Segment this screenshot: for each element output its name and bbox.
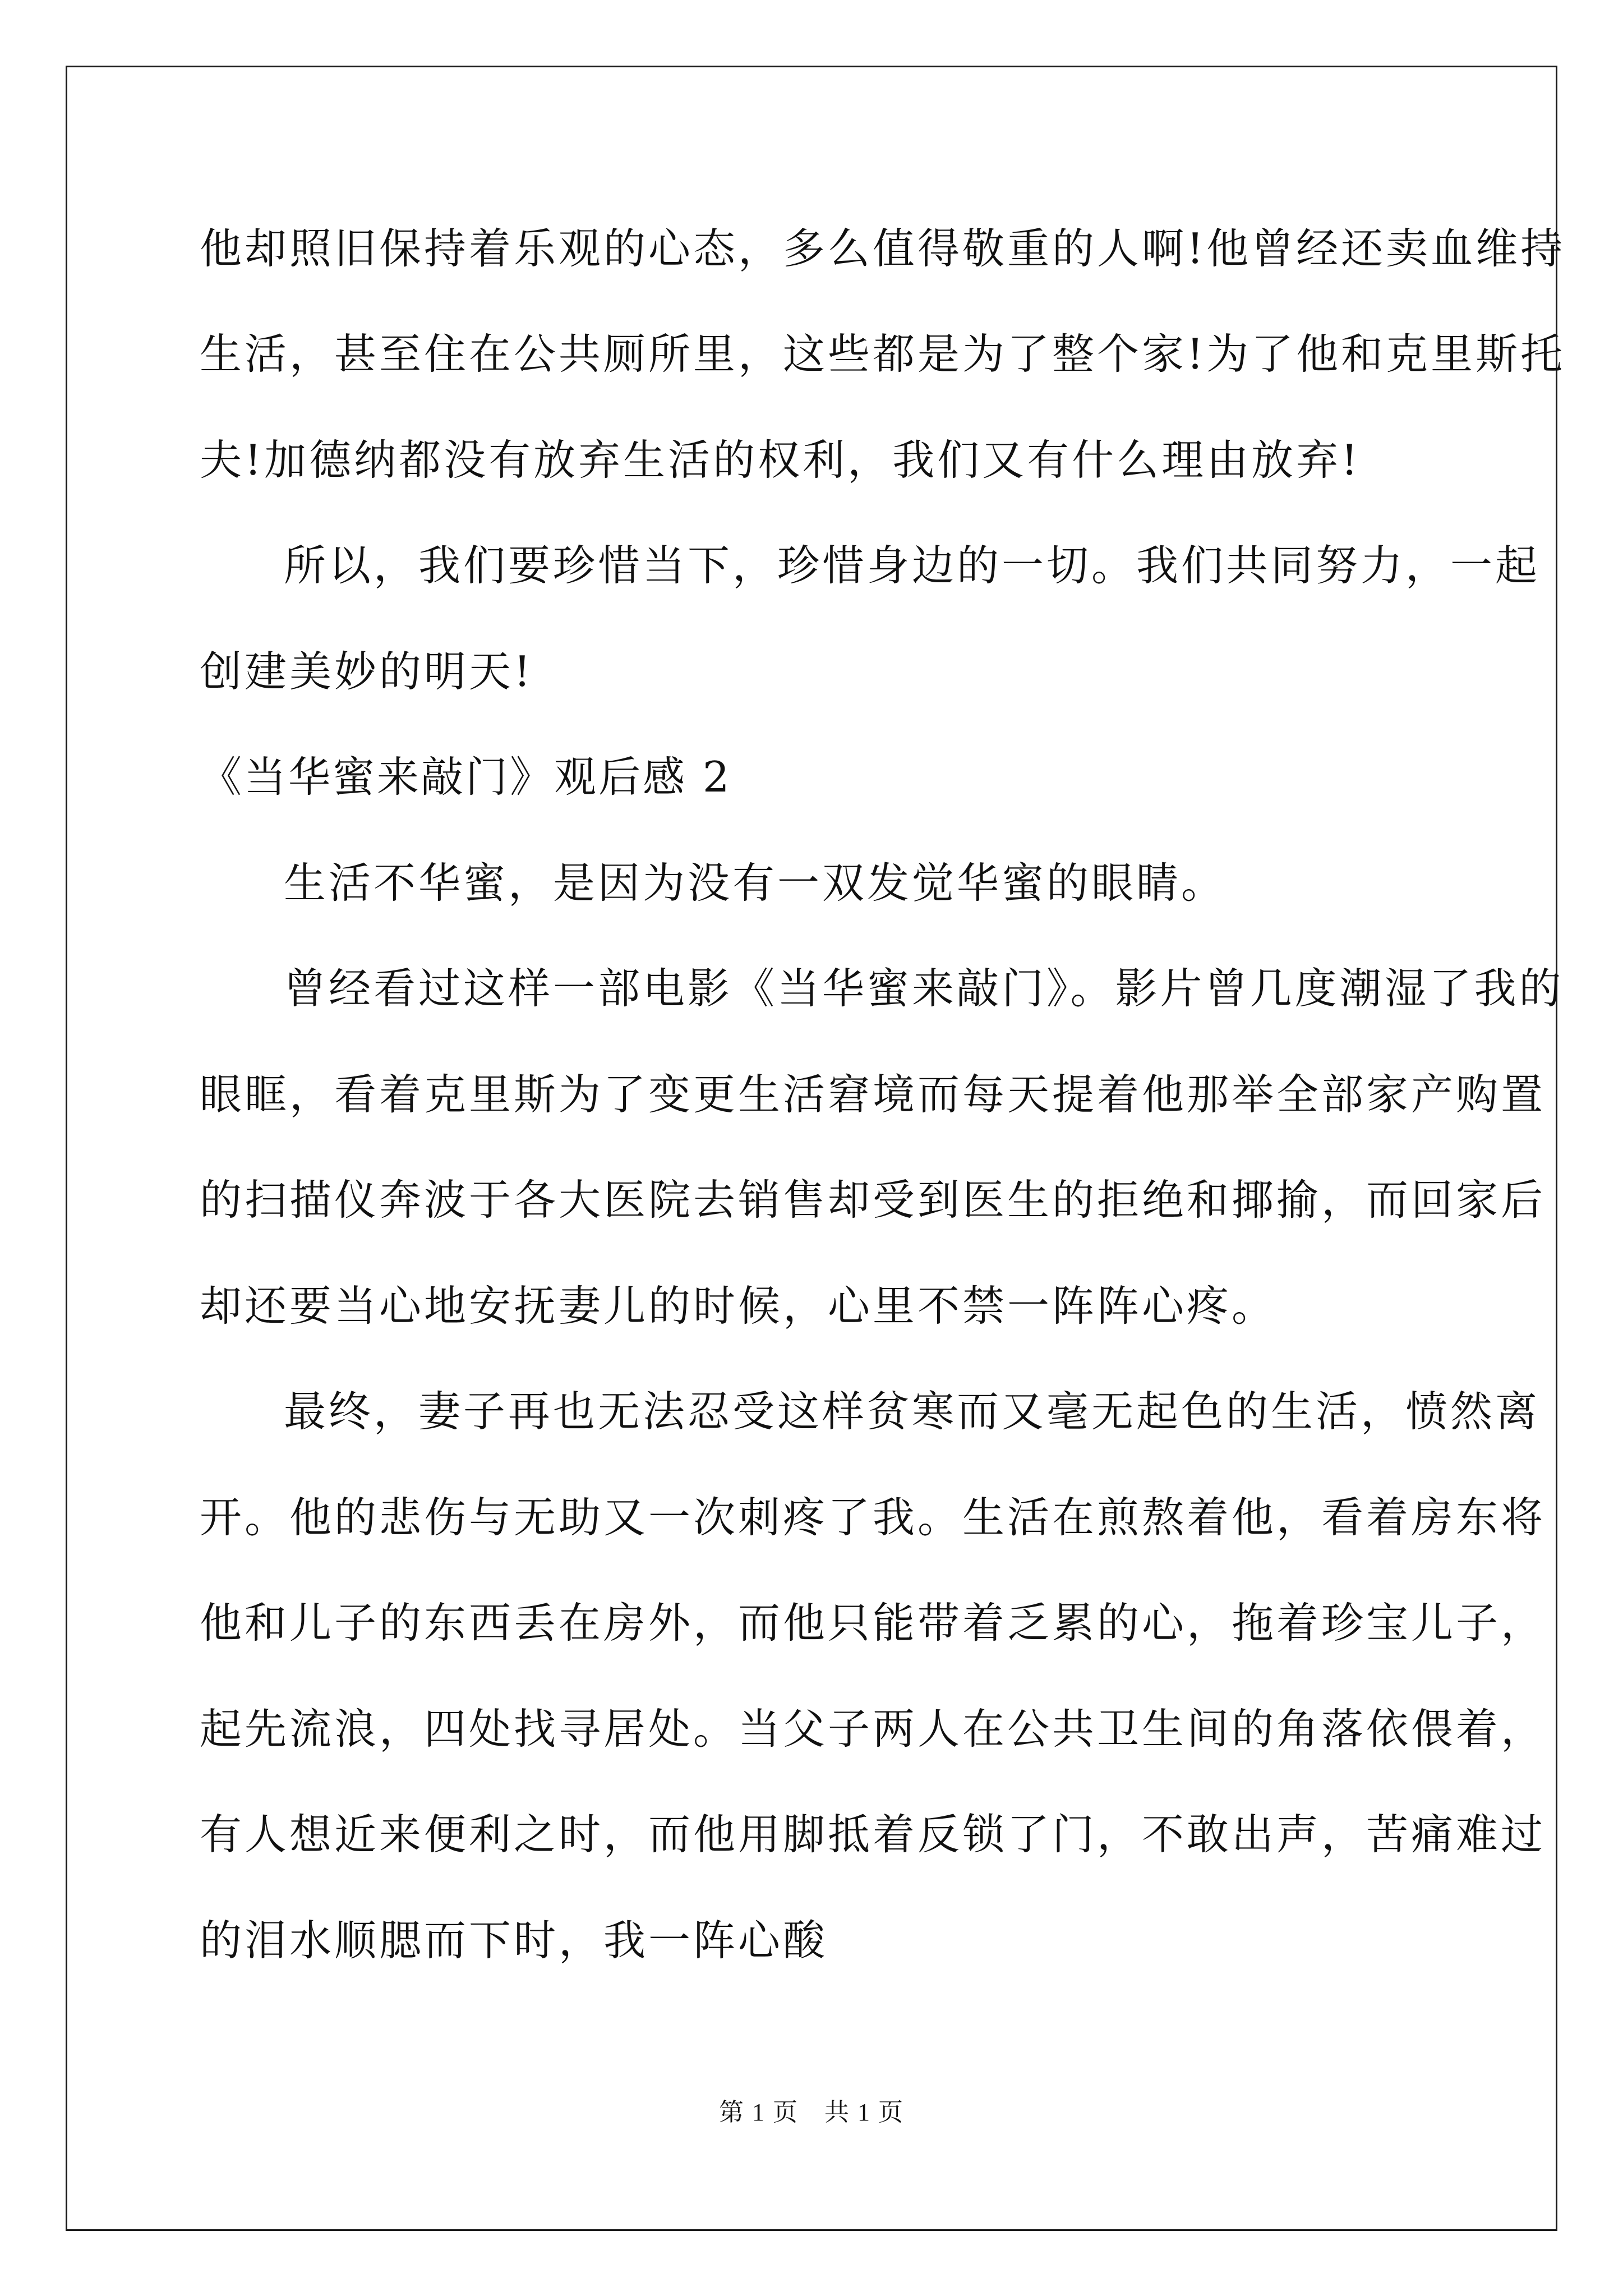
page-border: [66, 66, 1566, 2231]
body-line-2: 生活，甚至住在公共厕所里，这些都是为了整个家!为了他和克里斯托: [200, 329, 1566, 379]
body-line-1: 他却照旧保持着乐观的心态，多么值得敬重的人啊!他曾经还卖血维持: [200, 224, 1566, 273]
body-line-15: 起先流浪，四处找寻居处。当父子两人在公共卫生间的角落依偎着，: [200, 1704, 1546, 1754]
section-heading: 《当华蜜来敲门》观后感 2: [200, 752, 732, 802]
body-line-11: 却还要当心地安抚妻儿的时候，心里不禁一阵阵心疼。: [200, 1281, 1277, 1331]
body-line-14: 他和儿子的东西丢在房外，而他只能带着乏累的心，拖着珍宝儿子，: [200, 1598, 1546, 1648]
body-line-8: 曾经看过这样一部电影《当华蜜来敲门》。影片曾几度潮湿了我的: [284, 964, 1564, 1013]
body-line-12: 最终，妻子再也无法忍受这样贫寒而又毫无起色的生活，愤然离: [284, 1387, 1541, 1436]
body-line-13: 开。他的悲伤与无助又一次刺疼了我。生活在煎熬着他，看着房东将: [200, 1493, 1546, 1542]
body-line-10: 的扫描仪奔波于各大医院去销售却受到医生的拒绝和揶揄，而回家后: [200, 1175, 1546, 1225]
body-line-16: 有人想近来便利之时，而他用脚抵着反锁了门，不敢出声，苦痛难过: [200, 1810, 1546, 1859]
body-line-17: 的泪水顺腮而下时，我一阵心酸: [200, 1916, 828, 1965]
body-line-5: 创建美妙的明天!: [200, 647, 534, 696]
page-footer: 第 1 页 共 1 页: [719, 2099, 904, 2126]
body-line-9: 眼眶，看着克里斯为了变更生活窘境而每天提着他那举全部家产购置: [200, 1070, 1546, 1119]
body-line-7: 生活不华蜜，是因为没有一双发觉华蜜的眼睛。: [284, 858, 1227, 908]
body-line-4: 所以，我们要珍惜当下，珍惜身边的一切。我们共同努力，一起: [284, 541, 1541, 590]
body-line-3: 夫!加德纳都没有放弃生活的权利，我们又有什么理由放弃!: [200, 435, 1361, 485]
